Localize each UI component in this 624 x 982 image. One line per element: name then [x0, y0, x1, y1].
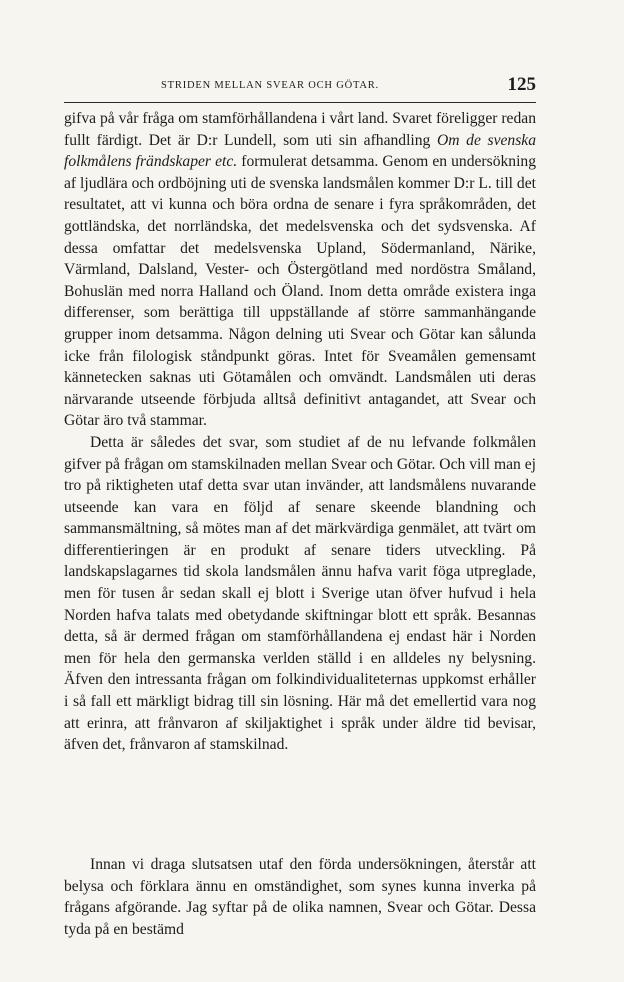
paragraph-1: [64, 108, 536, 432]
page-number: 125: [507, 74, 536, 95]
paragraph-1-before: gifva på vår fråga om stamförhållandena i vårt land. Svaret föreligger redan fullt färdigt. Det är D:r Lundell, som uti sin afhandling: [64, 110, 536, 149]
running-head: [64, 76, 536, 100]
text-section-2: [64, 854, 536, 940]
running-title: STRIDEN MELLAN SVEAR OCH GÖTAR.: [161, 80, 379, 91]
paragraph-1-after: formulerat detsamma. Genom en undersökning af ljudlära och ordböjning uti de svenska landsmålen kommer D:r L. till det resultatet, att vi kunna och böra ordna de senare i fyra språkområden, det gottländska, det norrländska, det medelsvenska och det sydsvenska. Af dessa omfattar det medelsvenska Upland, Södermanland, Närike, Värmland, Dalsland, Vester- och Östergötland med nordöstra Småland, Bohuslän med norra Halland och Öland. Inom detta område existera inga differenser, som berättiga till uppställande af större sammanhängande grupper inom detsamma. Någon delning uti Svear och Götar kan sålunda icke från filologisk ståndpunkt göras. Intet för Sveamålen gemensamt kännetecken saknas uti Götamålen och omvändt. Landsmålen uti deras närvarande utseende förbjuda alltså definitivt antagandet, att Svear och Götar äro två stammar.: [64, 153, 537, 430]
book-title-italic: Om de svenska folkmålens frändskaper etc.: [64, 131, 536, 171]
paragraph-2: Detta är således det svar, som studiet af de nu lefvande folkmålen gifver på frågan om stamskilnaden mellan Svear och Götar. Och vill man ej tro på riktigheten utaf detta svar utan invänder, att landsmålens nuvarande utseende kan vara en följd af senare skeende blandning och sammansmältning, så mötes man af det märkvärdiga genmälet, att tvärt om differentieringen är en produkt af senare tiders utveckling. På landskapslagarnes tid skola landsmålen ännu hafva varit föga utpreglade, men för tusen år sedan skall ej blott i Sverige utan öfver hufvud i hela Norden hafva talats med obetydande skiftningar blott ett språk. Besannas detta, så är dermed frågan om stamförhållandena ej endast här i Norden men för hela den germanska verlden ställd i en alldeles ny belysning. Äfven den intressanta frågan om folkindividualiteternas uppkomst erhåller i så fall ett märkligt bidrag till sin lösning. Här må det emellertid vara nog att erinra, att frånvaron af skiljaktighet i språk under äldre tid bevisar, äfven det, frånvaron af stamskilnad.: [64, 433, 536, 754]
header-rule: [64, 102, 536, 103]
text-section-1: [64, 108, 536, 756]
paragraph-3: Innan vi draga slutsatsen utaf den förda undersökningen, återstår att belysa och förklara ännu en omständighet, som synes kunna inverka på frågans afgörande. Jag syftar på de olika namnen, Svear och Götar. Dessa tyda på en bestämd: [64, 856, 536, 938]
